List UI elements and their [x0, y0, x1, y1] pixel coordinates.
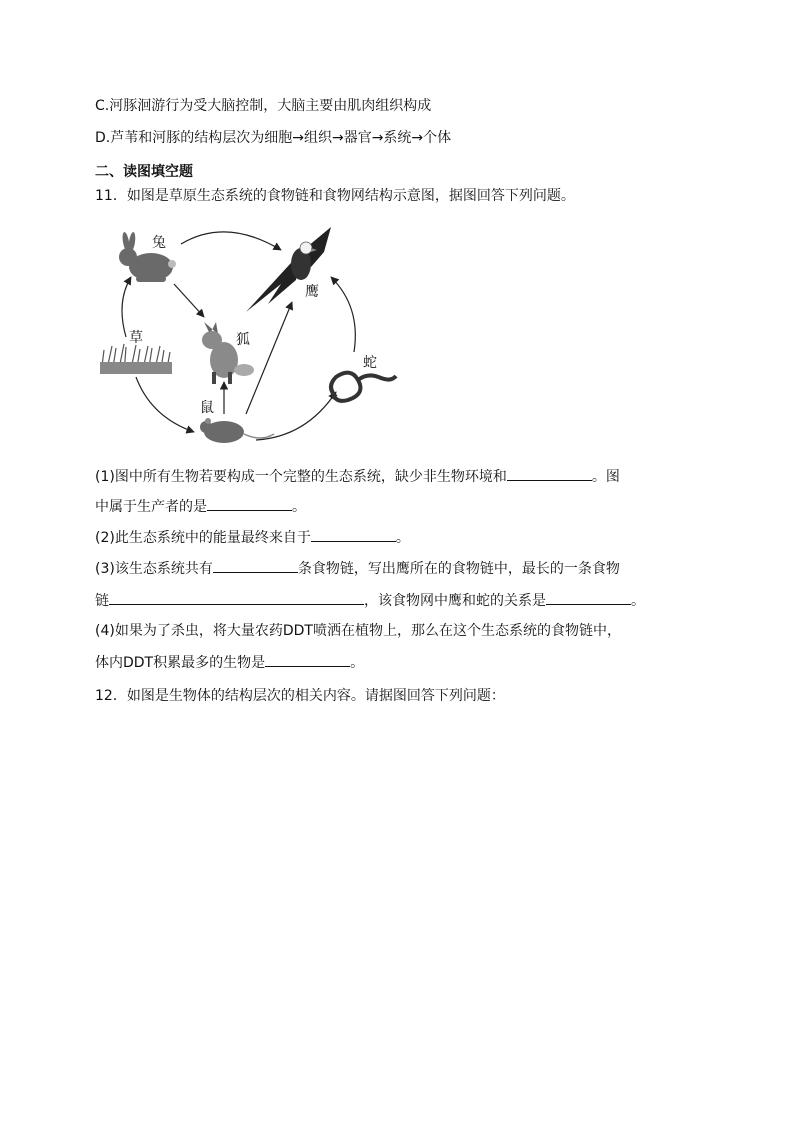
snake-image: [331, 373, 396, 401]
q11-p1-text-d: 。: [292, 499, 306, 515]
q11-p1-text-c: 中属于生产者的是: [95, 499, 207, 515]
grass-label: 草: [129, 330, 143, 346]
rabbit-image: [119, 232, 176, 282]
answer-blank-2[interactable]: [207, 496, 292, 511]
answer-blank-1[interactable]: [507, 466, 592, 481]
q11-p3-text-e: 。: [631, 593, 645, 609]
q11-p1-text-a: (1)图中所有生物若要构成一个完整的生态系统，缺少非生物环境和: [95, 469, 507, 485]
q11-part1-line2: [95, 496, 306, 517]
q11-stem: 11．如图是草原生态系统的食物链和食物网结构示意图，据图回答下列问题。: [95, 188, 575, 204]
answer-blank-7[interactable]: [265, 652, 350, 667]
q11-part4-line1: (4)如果为了杀虫，将大量农药DDT喷洒在植物上，那么在这个生态系统的食物链中，: [95, 623, 621, 639]
q11-p3-text-d: ，该食物网中鹰和蛇的关系是: [364, 593, 546, 609]
answer-blank-3[interactable]: [311, 527, 396, 542]
q11-p3-text-a: (3)该生态系统共有: [95, 561, 213, 577]
q11-part4-line2: [95, 652, 364, 673]
fox-label: 狐: [236, 332, 250, 348]
rabbit-label: 兔: [152, 235, 166, 251]
mouse-label: 鼠: [200, 400, 214, 416]
q11-part2: [95, 527, 410, 548]
arrow-rabbit-eagle: [181, 232, 281, 250]
arrow-snake-eagle: [331, 277, 355, 352]
food-web-figure: [96, 222, 406, 452]
eagle-label: 鹰: [305, 284, 319, 300]
arrow-rabbit-fox: [174, 284, 204, 317]
q11-p3-text-b: 条食物链，写出鹰所在的食物链中，最长的一条食物: [297, 561, 620, 577]
q11-part3-line2: [95, 590, 645, 611]
snake-label: 蛇: [363, 355, 377, 371]
grass-image: [100, 344, 172, 374]
answer-blank-6[interactable]: [546, 590, 631, 605]
q11-p2-text-a: (2)此生态系统中的能量最终来自于: [95, 530, 311, 546]
arrow-grass-mouse: [136, 377, 194, 432]
q11-p3-text-c: 链: [95, 593, 109, 609]
q11-p4-text-c: 。: [350, 655, 365, 671]
q11-p1-text-b: 。图: [591, 469, 620, 485]
q12-stem: 12．如图是生物体的结构层次的相关内容。请据图回答下列问题：: [95, 688, 505, 704]
arrow-grass-rabbit: [122, 277, 131, 337]
q11-part3-line1: [95, 558, 620, 579]
arrow-mouse-eagle: [246, 302, 292, 414]
section-title: 二、读图填空题: [95, 164, 193, 180]
q11-p2-text-b: 。: [395, 530, 410, 546]
q11-part1-line1: [95, 466, 620, 487]
q11-p4-text-b: 体内DDT积累最多的生物是: [95, 655, 266, 671]
option-c: C.河豚洄游行为受大脑控制，大脑主要由肌肉组织构成: [95, 98, 432, 114]
option-d: D.芦苇和河豚的结构层次为细胞→组织→器官→系统→个体: [95, 130, 452, 146]
arrow-mouse-snake: [256, 392, 336, 440]
answer-blank-4[interactable]: [213, 558, 298, 573]
answer-blank-5[interactable]: [109, 590, 364, 605]
